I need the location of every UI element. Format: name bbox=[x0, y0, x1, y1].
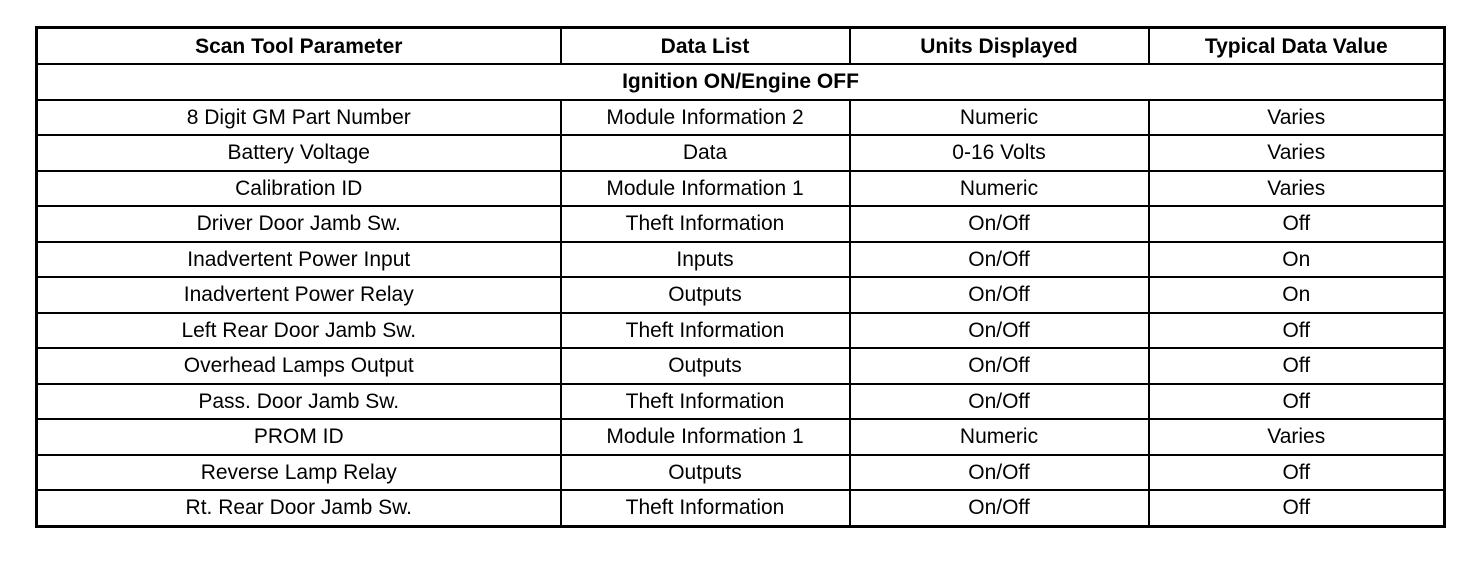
cell-parameter: Calibration ID bbox=[37, 171, 561, 207]
table-row bbox=[37, 384, 1445, 420]
cell-typical-value: Off bbox=[1149, 348, 1445, 384]
cell-units: On/Off bbox=[850, 455, 1149, 491]
cell-units: Numeric bbox=[850, 419, 1149, 455]
cell-typical-value: On bbox=[1149, 277, 1445, 313]
cell-data-list: Theft Information bbox=[561, 384, 850, 420]
cell-typical-value: Off bbox=[1149, 455, 1445, 491]
cell-parameter: Inadvertent Power Input bbox=[37, 242, 561, 278]
cell-parameter: PROM ID bbox=[37, 419, 561, 455]
table-row bbox=[37, 242, 1445, 278]
cell-typical-value: Off bbox=[1149, 384, 1445, 420]
cell-units: On/Off bbox=[850, 384, 1149, 420]
cell-units: Numeric bbox=[850, 100, 1149, 136]
table-row bbox=[37, 206, 1445, 242]
cell-typical-value: Varies bbox=[1149, 135, 1445, 171]
cell-data-list: Outputs bbox=[561, 348, 850, 384]
cell-data-list: Outputs bbox=[561, 277, 850, 313]
cell-typical-value: Off bbox=[1149, 313, 1445, 349]
table-row bbox=[37, 455, 1445, 491]
cell-parameter: 8 Digit GM Part Number bbox=[37, 100, 561, 136]
cell-parameter: Overhead Lamps Output bbox=[37, 348, 561, 384]
cell-units: On/Off bbox=[850, 242, 1149, 278]
cell-data-list: Module Information 2 bbox=[561, 100, 850, 136]
table-row bbox=[37, 135, 1445, 171]
table-row bbox=[37, 490, 1445, 526]
table-row bbox=[37, 313, 1445, 349]
cell-units: Numeric bbox=[850, 171, 1149, 207]
cell-units: On/Off bbox=[850, 313, 1149, 349]
section-title: Ignition ON/Engine OFF bbox=[37, 64, 1445, 100]
cell-typical-value: Varies bbox=[1149, 171, 1445, 207]
cell-units: On/Off bbox=[850, 348, 1149, 384]
header-row bbox=[37, 28, 1445, 65]
cell-data-list: Theft Information bbox=[561, 206, 850, 242]
table-row bbox=[37, 348, 1445, 384]
cell-parameter: Reverse Lamp Relay bbox=[37, 455, 561, 491]
cell-typical-value: Off bbox=[1149, 206, 1445, 242]
header-units-displayed: Units Displayed bbox=[850, 28, 1149, 65]
section-row bbox=[37, 64, 1445, 100]
cell-typical-value: Varies bbox=[1149, 100, 1445, 136]
cell-units: On/Off bbox=[850, 277, 1149, 313]
cell-data-list: Inputs bbox=[561, 242, 850, 278]
cell-typical-value: Off bbox=[1149, 490, 1445, 526]
cell-data-list: Module Information 1 bbox=[561, 419, 850, 455]
cell-parameter: Left Rear Door Jamb Sw. bbox=[37, 313, 561, 349]
cell-units: On/Off bbox=[850, 206, 1149, 242]
cell-parameter: Battery Voltage bbox=[37, 135, 561, 171]
cell-parameter: Inadvertent Power Relay bbox=[37, 277, 561, 313]
cell-data-list: Theft Information bbox=[561, 490, 850, 526]
cell-parameter: Pass. Door Jamb Sw. bbox=[37, 384, 561, 420]
cell-units: 0-16 Volts bbox=[850, 135, 1149, 171]
table-row bbox=[37, 277, 1445, 313]
cell-units: On/Off bbox=[850, 490, 1149, 526]
table-row bbox=[37, 419, 1445, 455]
header-data-list: Data List bbox=[561, 28, 850, 65]
cell-data-list: Module Information 1 bbox=[561, 171, 850, 207]
header-typical-data-value: Typical Data Value bbox=[1149, 28, 1445, 65]
cell-data-list: Theft Information bbox=[561, 313, 850, 349]
scan-tool-data-table bbox=[35, 26, 1446, 528]
table-row bbox=[37, 171, 1445, 207]
table-row bbox=[37, 100, 1445, 136]
cell-typical-value: On bbox=[1149, 242, 1445, 278]
cell-parameter: Rt. Rear Door Jamb Sw. bbox=[37, 490, 561, 526]
cell-data-list: Outputs bbox=[561, 455, 850, 491]
header-scan-tool-parameter: Scan Tool Parameter bbox=[37, 28, 561, 65]
cell-typical-value: Varies bbox=[1149, 419, 1445, 455]
cell-data-list: Data bbox=[561, 135, 850, 171]
cell-parameter: Driver Door Jamb Sw. bbox=[37, 206, 561, 242]
